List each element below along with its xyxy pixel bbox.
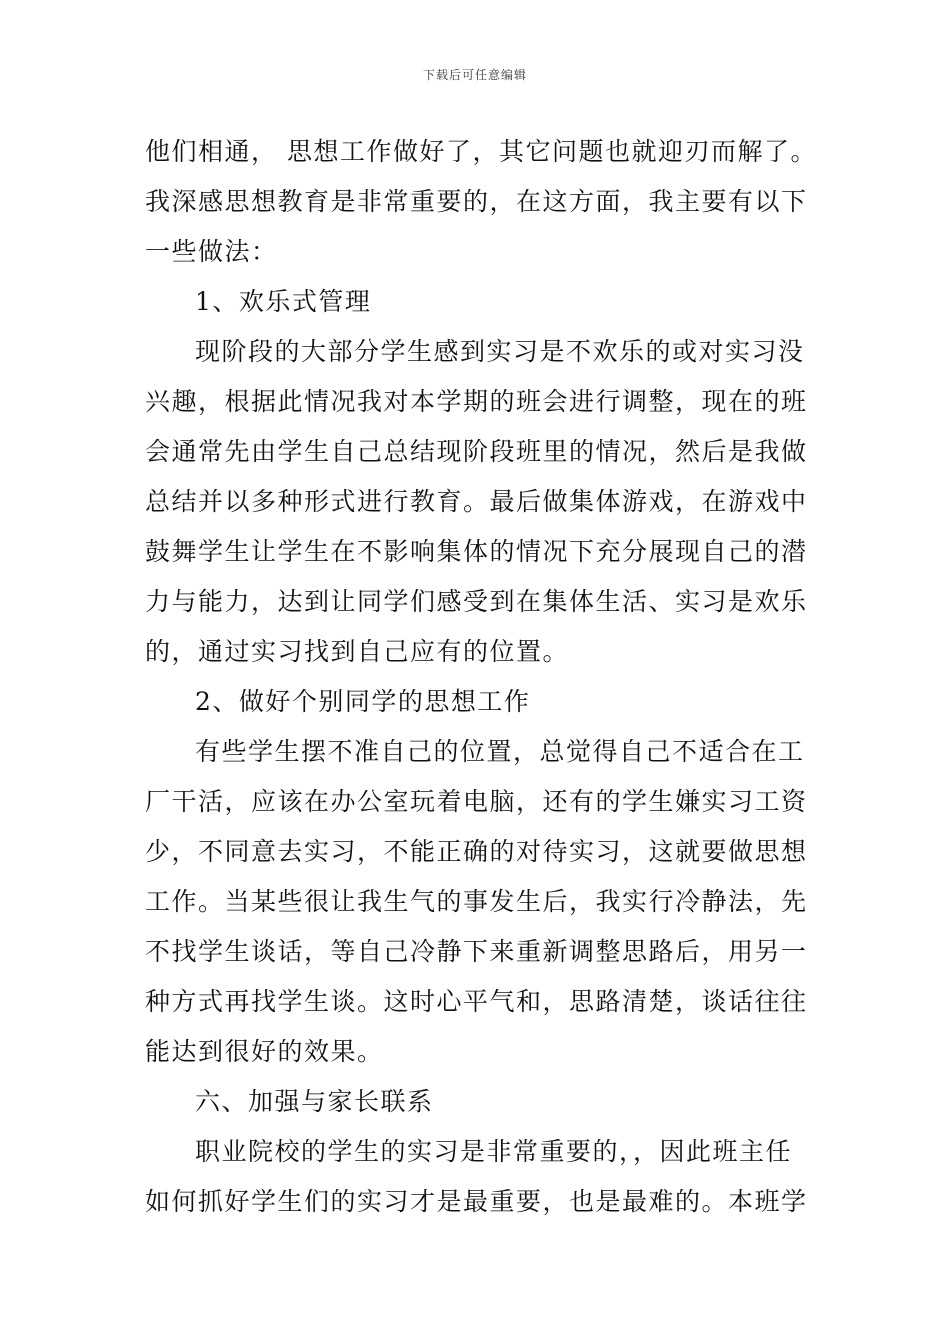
text-line: 如何抓好学生们的实习才是最重要，也是最难的。本班学 xyxy=(145,1187,808,1216)
text-line: 兴趣，根据此情况我对本学期的班会进行调整，现在的班 xyxy=(145,387,808,416)
page-header: 下载后可任意编辑 xyxy=(422,68,527,82)
text-line: 他们相通， 思想工作做好了，其它问题也就迎刃而解了。 xyxy=(145,137,817,166)
text-line: 种方式再找学生谈。这时心平气和，思路清楚，谈话往往 xyxy=(145,987,808,1016)
text-line: 的，通过实习找到自己应有的位置。 xyxy=(145,637,570,666)
text-line: 力与能力，达到让同学们感受到在集体生活、实习是欢乐 xyxy=(145,587,808,616)
text-line: 现阶段的大部分学生感到实习是不欢乐的或对实习没 xyxy=(195,337,805,366)
text-line: 总结并以多种形式进行教育。最后做集体游戏，在游戏中 xyxy=(145,487,808,516)
section-heading: 1、欢乐式管理 xyxy=(195,287,372,316)
text-line: 鼓舞学生让学生在不影响集体的情况下充分展现自己的潜 xyxy=(145,537,808,566)
text-line: 少，不同意去实习，不能正确的对待实习，这就要做思想 xyxy=(145,837,808,866)
text-line: 一些做法： xyxy=(145,237,278,266)
text-line: 厂干活，应该在办公室玩着电脑，还有的学生嫌实习工资 xyxy=(145,787,808,816)
text-line: 职业院校的学生的实习是非常重要的，，因此班主任 xyxy=(195,1137,793,1166)
text-line: 会通常先由学生自己总结现阶段班里的情况，然后是我做 xyxy=(145,437,808,466)
section-heading: 2、做好个别同学的思想工作 xyxy=(195,687,531,716)
document-body xyxy=(145,127,817,1227)
text-line: 我深感思想教育是非常重要的，在这方面，我主要有以下 xyxy=(145,187,808,216)
text-line: 能达到很好的效果。 xyxy=(145,1037,384,1066)
text-line: 工作。当某些很让我生气的事发生后，我实行冷静法，先 xyxy=(145,887,808,916)
text-line: 有些学生摆不准自己的位置，总觉得自己不适合在工 xyxy=(195,737,805,766)
section-heading: 六、加强与家长联系 xyxy=(195,1087,434,1116)
text-line: 不找学生谈话，等自己冷静下来重新调整思路后，用另一 xyxy=(145,937,808,966)
